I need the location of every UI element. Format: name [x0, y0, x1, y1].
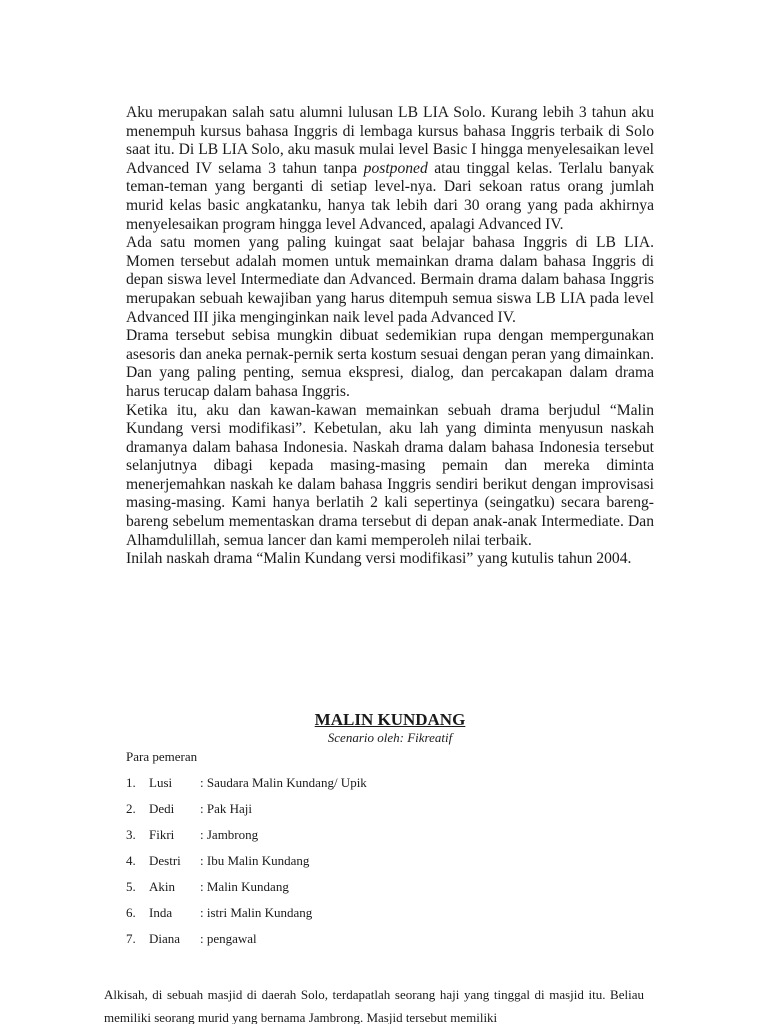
cast-name: Akin [149, 879, 175, 894]
cast-name: Destri [149, 853, 181, 868]
cast-item [126, 827, 367, 853]
cast-name: Fikri [149, 827, 175, 842]
cast-number: 7. [126, 931, 136, 946]
cast-number: 6. [126, 905, 136, 920]
cast-name: Diana [149, 931, 181, 946]
intro-paragraph-2: Ada satu momen yang paling kuingat saat belajar bahasa Inggris di LB LIA. Momen tersebut adalah momen untuk memainkan drama dalam bahasa Inggris di depan siswa level Intermediate dan Advanced. Bermain drama dalam bahasa Inggris merupakan sebuah kewajiban yang harus ditempuh semua siswa LB LIA pada level Advanced III jika menginginkan naik level pada Advanced IV. [126, 234, 654, 326]
intro-text [126, 104, 654, 569]
cast-number: 1. [126, 775, 136, 790]
script-subtitle: Scenario oleh: Fikreatif [327, 730, 453, 745]
cast-item [126, 853, 367, 879]
cast-role: : Malin Kundang [200, 879, 289, 894]
intro-paragraph-4: Ketika itu, aku dan kawan-kawan memainkan sebuah drama berjudul “Malin Kundang versi modifikasi”. Kebetulan, aku lah yang diminta menyusun naskah dramanya dalam bahasa Indonesia. Naskah drama dalam bahasa Indonesia tersebut selanjutnya dibagi kepada masing-masing pemain dan mereka diminta menerjemahkan naskah ke dalam bahasa Inggris sendiri berikut dengan improvisasi masing-masing. Kami hanya berlatih 2 kali sepertinya (seingatku) secara bareng-bareng sebelum mementaskan drama tersebut di depan anak-anak Intermediate. Dan Alhamdulillah, semua lancer dan kami memperoleh nilai terbaik. [126, 401, 654, 549]
script-title: MALIN KUNDANG [314, 710, 466, 729]
cast-number: 4. [126, 853, 136, 868]
cast-role: : pengawal [200, 931, 257, 946]
cast-item [126, 905, 367, 931]
cast-name: Lusi [149, 775, 173, 790]
cast-list [126, 775, 367, 957]
intro-p1-end: atau tinggal kelas. Terlalu banyak teman-teman yang berganti di setiap level-nya. Dari sekoan ratus orang jumlah murid kelas basic angkatanku, hanya tak lebih dari 30 orang yang pada akhirnya menyelesaikan program hingga level Advanced, apalagi Advanced IV. [126, 159, 654, 233]
script-opening-paragraph: Alkisah, di sebuah masjid di daerah Solo, terdapatlah seorang haji yang tinggal di masjid itu. Beliau memiliki seorang murid yang bernama Jambrong. Masjid tersebut memiliki [104, 987, 644, 1024]
cast-role: : Ibu Malin Kundang [200, 853, 310, 868]
cast-role: : Jambrong [200, 827, 259, 842]
cast-name: Inda [149, 905, 173, 920]
intro-paragraph-1 [126, 104, 654, 234]
cast-item [126, 775, 367, 801]
intro-paragraph-5: Inilah naskah drama “Malin Kundang versi modifikasi” yang kutulis tahun 2004. [126, 550, 632, 568]
cast-number: 5. [126, 879, 136, 894]
cast-role: : istri Malin Kundang [200, 905, 313, 920]
cast-role: : Pak Haji [200, 801, 252, 816]
intro-paragraph-3: Drama tersebut sebisa mungkin dibuat sedemikian rupa dengan mempergunakan asesoris dan aneka pernak-pernik serta kostum sesuai dengan peran yang dimainkan. Dan yang paling penting, semua ekspresi, dialog, dan percakapan dalam drama harus terucap dalam bahasa Inggris. [126, 327, 654, 400]
cast-role: : Saudara Malin Kundang/ Upik [200, 775, 367, 790]
cast-item [126, 801, 367, 827]
cast-item [126, 931, 367, 957]
cast-name: Dedi [149, 801, 175, 816]
cast-number: 2. [126, 801, 136, 816]
cast-number: 3. [126, 827, 136, 842]
cast-heading: Para pemeran [126, 749, 198, 764]
cast-item [126, 879, 367, 905]
intro-p1-italic: postponed [363, 159, 428, 177]
intro-p1-start: Aku merupakan salah satu alumni lulusan LB LIA Solo. Kurang lebih 3 tahun aku menempuh kursus bahasa Inggris di lembaga kursus bahasa Inggris terbaik di Solo saat itu. Di LB LIA Solo, aku masuk mulai level Basic I hingga menyelesaikan level Advanced IV selama 3 tahun tanpa [126, 104, 654, 177]
